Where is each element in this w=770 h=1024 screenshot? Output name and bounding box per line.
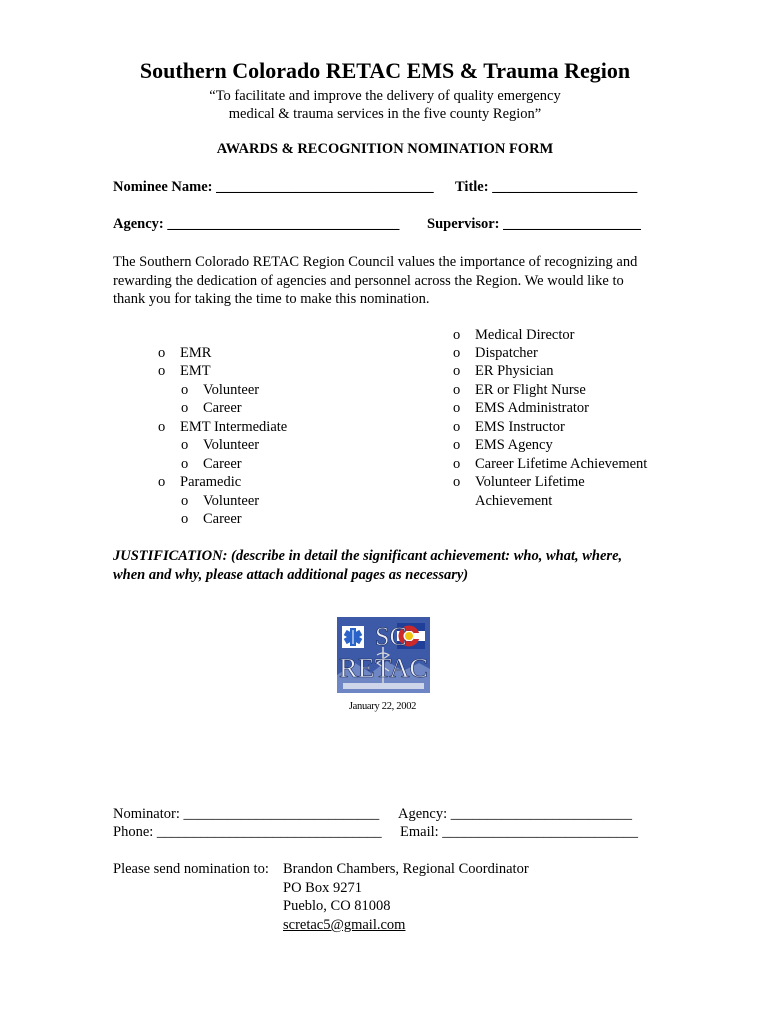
checkbox-bullet[interactable]: o [181,400,189,416]
nominee-name-field[interactable] [113,179,434,196]
checkbox-bullet[interactable]: o [453,382,461,398]
checkbox-bullet[interactable]: o [158,419,166,435]
option-ems-instructor[interactable] [453,419,565,436]
option-career-lifetime-achievement[interactable] [453,456,647,473]
checkbox-bullet[interactable]: o [453,456,461,472]
nominator-field[interactable] [113,806,379,823]
phone-line[interactable]: _______________________________ [156,824,382,840]
checkbox-bullet[interactable]: o [158,474,166,490]
option-volunteer-lifetime-achievement[interactable] [453,474,585,491]
nominator-label: Nominator: [113,806,180,822]
option-label: EMR [180,345,212,361]
po-box: PO Box 9271 [283,880,362,896]
option-emt-volunteer[interactable] [181,382,259,399]
logo-date: January 22, 2002 [348,701,417,712]
title-field[interactable] [455,179,637,196]
option-emti-volunteer[interactable] [181,437,259,454]
checkbox-bullet[interactable]: o [181,511,189,527]
page-title: Southern Colorado RETAC EMS & Trauma Region [139,58,631,83]
title-line[interactable]: ____________________ [492,179,638,195]
option-label: EMS Agency [475,437,553,453]
checkbox-bullet[interactable]: o [453,437,461,453]
checkbox-bullet[interactable]: o [158,345,166,361]
checkbox-bullet[interactable]: o [158,363,166,379]
option-paramedic-volunteer[interactable] [181,493,259,510]
nominator-agency-label: Agency: [398,806,448,822]
option-label: Career [203,511,242,527]
send-to-label: Please send nomination to: [113,861,269,877]
checkbox-bullet[interactable]: o [181,493,189,509]
form-title: AWARDS & RECOGNITION NOMINATION FORM [216,141,554,157]
nominee-name-label: Nominee Name: [113,179,213,195]
option-ems-agency[interactable] [453,437,553,454]
option-label-continued: Achievement [475,493,553,509]
retac-logo-graphic [337,617,430,693]
agency-label: Agency: [113,216,164,232]
supervisor-label: Supervisor: [427,216,500,232]
option-label: Volunteer [203,493,260,509]
nominator-line[interactable]: ___________________________ [183,806,380,822]
nominator-agency-line[interactable]: _________________________ [450,806,632,822]
option-label: EMS Instructor [475,419,565,435]
option-label: Medical Director [475,327,575,343]
checkbox-bullet[interactable]: o [453,419,461,435]
nominator-agency-field[interactable] [398,806,632,823]
phone-field[interactable] [113,824,382,841]
option-label: EMT Intermediate [180,419,288,435]
logo-banner [343,683,424,689]
intro-paragraph: The Southern Colorado RETAC Region Council values the importance of recognizing and rewarding the dedication of agencies and personnel across the Region. We would like to thank you for taking the time to make this nomination. [113,254,638,307]
option-label: Career [203,400,242,416]
option-label: EMS Administrator [475,400,589,416]
checkbox-bullet[interactable]: o [453,474,461,490]
title-label: Title: [455,179,489,195]
justification-line-1: JUSTIFICATION: (describe in detail the significant achievement: who, what, where, [113,548,623,564]
checkbox-bullet[interactable]: o [453,345,461,361]
justification-line-2: when and why, please attach additional pages as necessary) [113,567,469,583]
supervisor-line[interactable]: ___________________ [503,216,641,232]
checkbox-bullet[interactable]: o [181,437,189,453]
option-emt-career[interactable] [181,400,242,417]
mission-statement-line-1: “To facilitate and improve the delivery of quality emergency [209,88,561,104]
checkbox-bullet[interactable]: o [453,327,461,343]
option-label: ER or Flight Nurse [475,382,586,398]
retac-logo [337,617,430,693]
option-dispatcher[interactable] [453,345,538,362]
option-ems-administrator[interactable] [453,400,589,417]
nominee-name-line[interactable]: ______________________________ [216,179,434,195]
logo-letters-top: SC [375,622,407,651]
coordinator-email-link[interactable]: scretac5@gmail.com [283,917,406,933]
option-label: EMT [180,363,211,379]
option-label: Dispatcher [475,345,538,361]
phone-label: Phone: [113,824,154,840]
option-label: Volunteer [203,382,260,398]
option-er-flight-nurse[interactable] [453,382,586,399]
option-emt-intermediate[interactable] [158,419,287,436]
option-emti-career[interactable] [181,456,242,473]
option-emr[interactable] [158,345,211,362]
checkbox-bullet[interactable]: o [453,363,461,379]
checkbox-bullet[interactable]: o [453,400,461,416]
checkbox-bullet[interactable]: o [181,456,189,472]
email-line[interactable]: ___________________________ [442,824,639,840]
option-label: ER Physician [475,363,554,379]
star-of-life-icon [342,626,364,648]
justification-heading [113,547,673,585]
option-label: Volunteer Lifetime [475,474,585,490]
agency-field[interactable] [113,216,399,233]
option-label: Career Lifetime Achievement [475,456,648,472]
option-emt[interactable] [158,363,211,380]
agency-line[interactable]: ________________________________ [167,216,400,232]
logo-letters-bottom: RETAC [339,653,428,683]
email-label: Email: [400,824,439,840]
city-state-zip: Pueblo, CO 81008 [283,898,391,914]
option-paramedic[interactable] [158,474,241,491]
option-er-physician[interactable] [453,363,554,380]
option-label: Volunteer [203,437,260,453]
mission-statement-line-2: medical & trauma services in the five county Region” [228,106,542,122]
email-field[interactable] [400,824,638,841]
option-label: Career [203,456,242,472]
coordinator-name: Brandon Chambers, Regional Coordinator [283,861,529,877]
option-paramedic-career[interactable] [181,511,242,528]
supervisor-field[interactable] [427,216,641,233]
checkbox-bullet[interactable]: o [181,382,189,398]
option-label: Paramedic [180,474,242,490]
option-medical-director[interactable] [453,327,574,344]
